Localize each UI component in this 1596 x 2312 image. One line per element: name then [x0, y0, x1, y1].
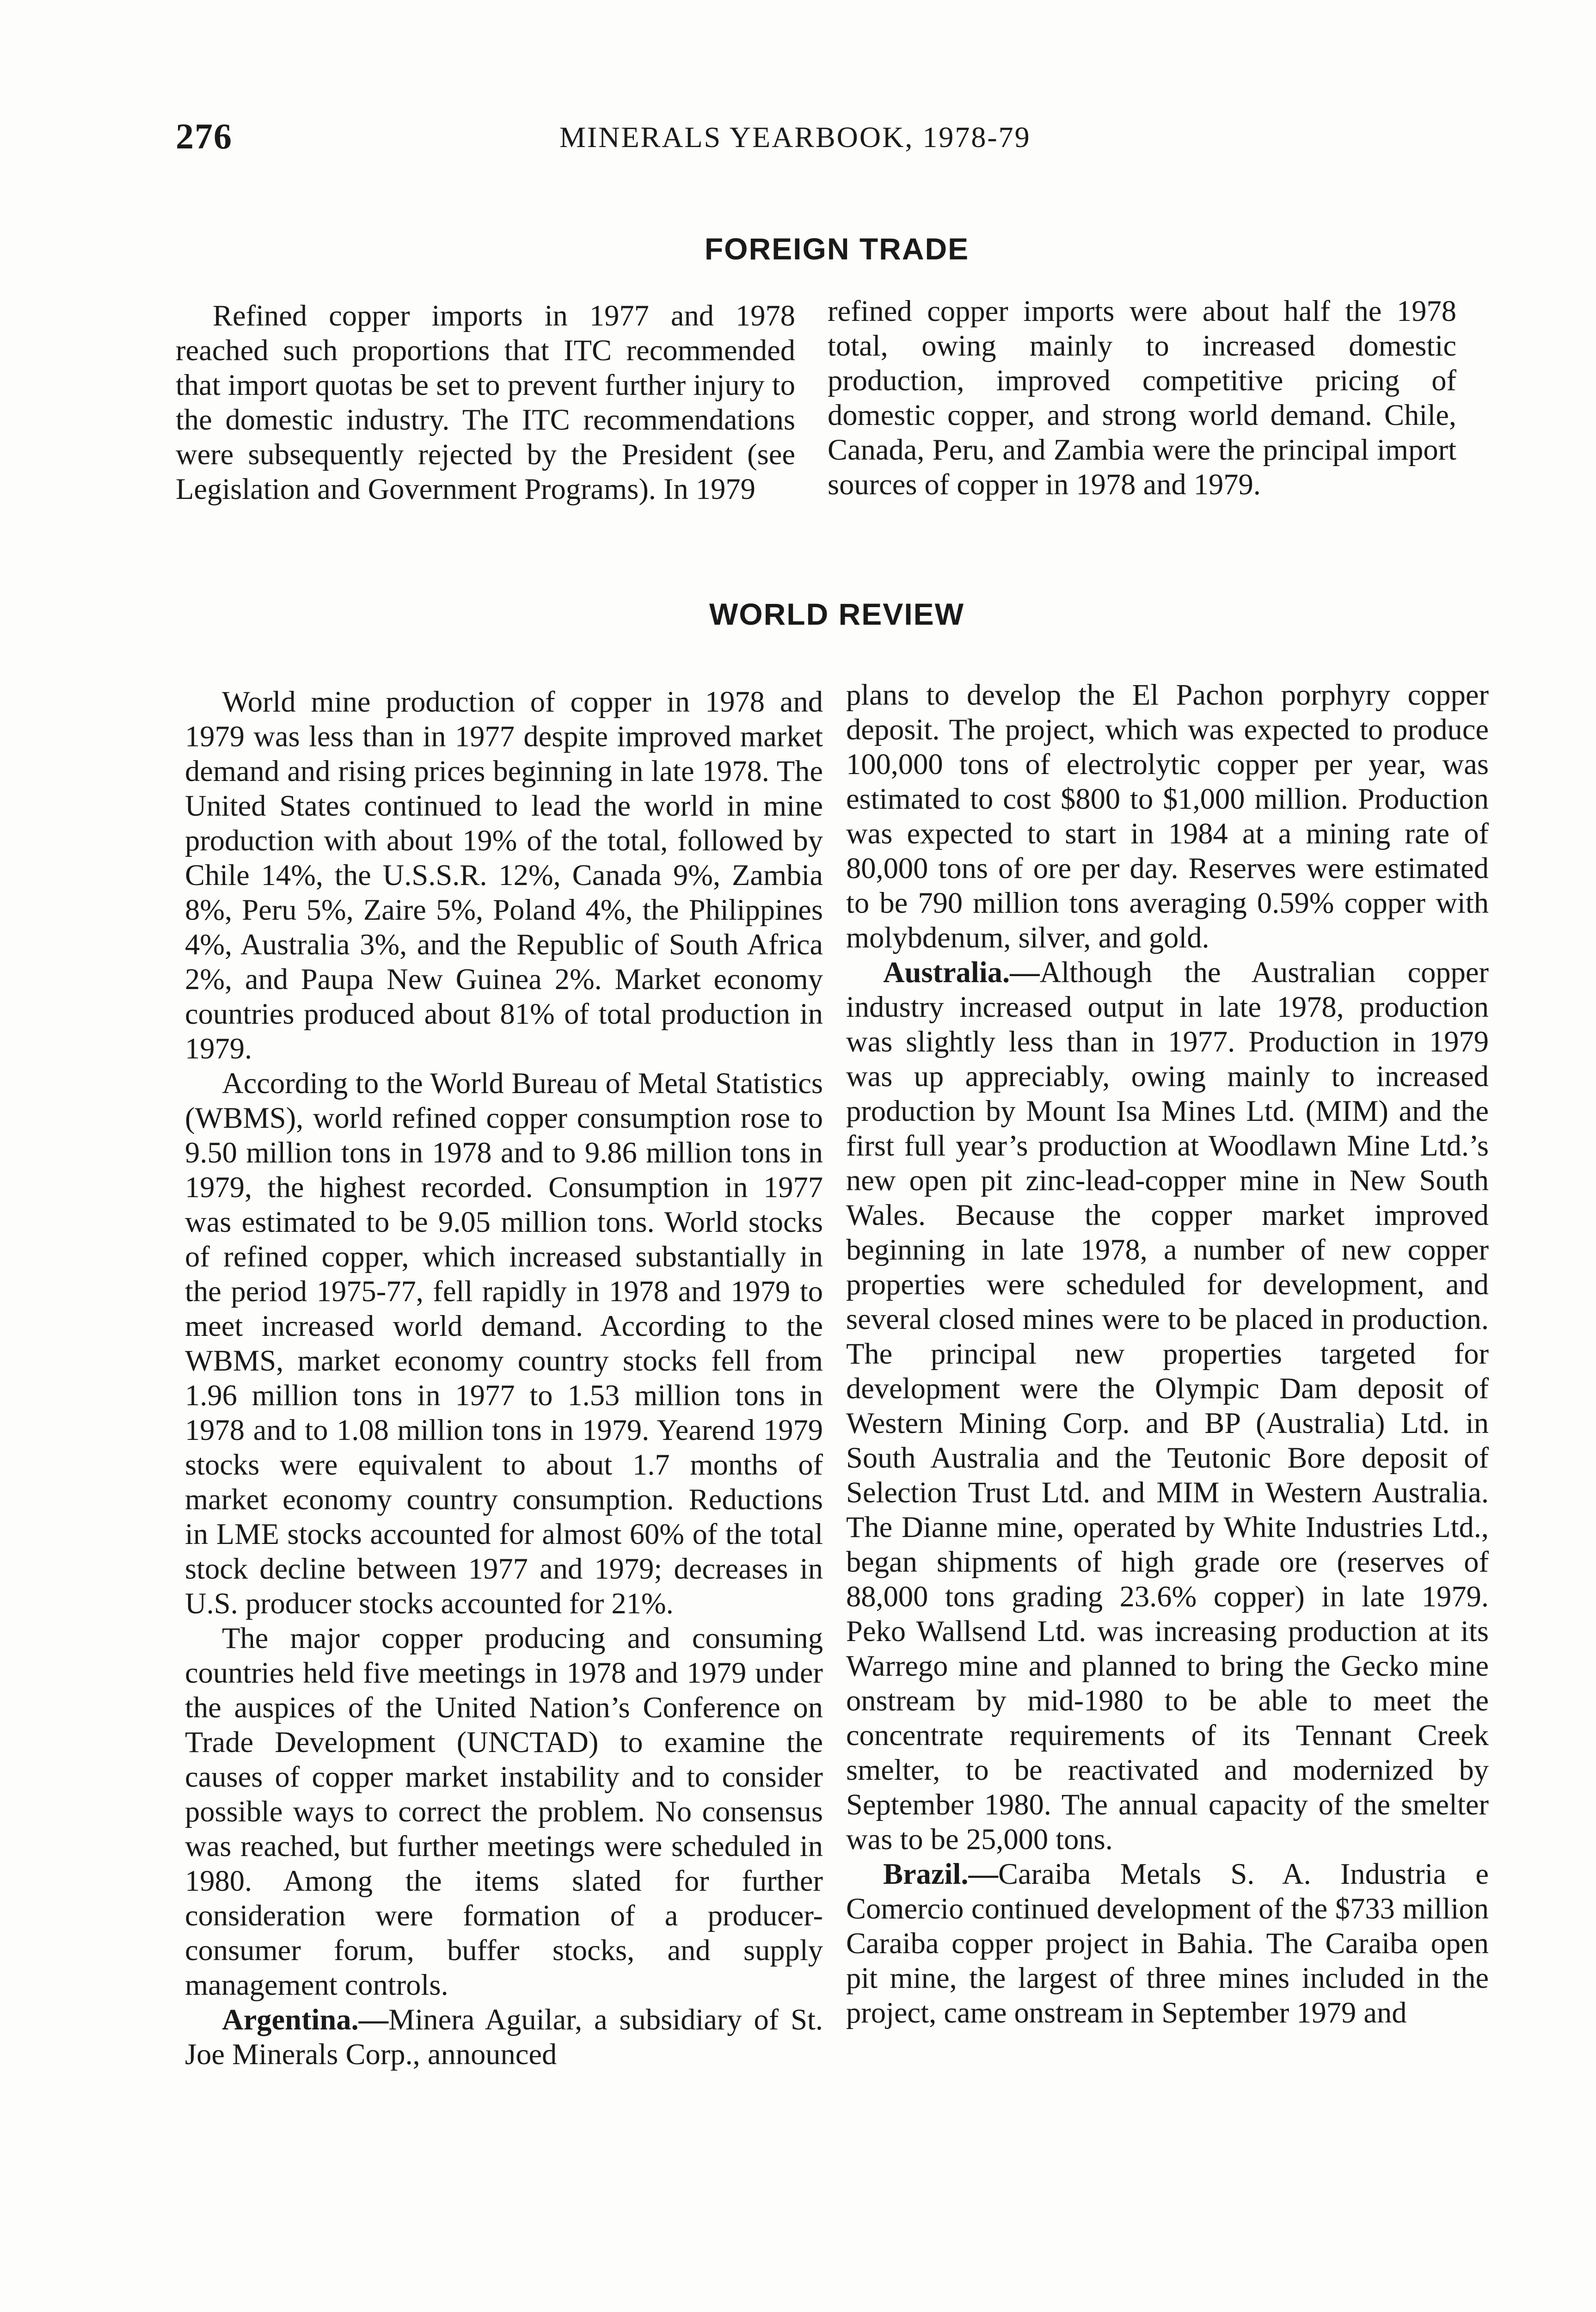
foreign-trade-paragraph: Refined copper imports in 1977 and 1978 reached such proportions that ITC recommended that import quotas be set to prevent further injury to the domestic industry. The ITC recommendations were subsequently rejected by the President (see Legislation and Government Programs). In 1979 [176, 299, 795, 505]
world-review-left-column [185, 684, 823, 2072]
brazil-lead: Brazil.— [883, 1857, 998, 1890]
brazil-paragraph [846, 1857, 1489, 2030]
section-heading-foreign-trade: FOREIGN TRADE [704, 232, 970, 266]
foreign-trade-right-column [828, 294, 1456, 502]
argentina-text: Minera Aguilar, a subsidiary of St. Joe Minerals Corp., announced [185, 2003, 823, 2071]
world-review-right-column [846, 677, 1489, 2030]
australia-text: Although the Australian copper industry increased output in late 1978, production was slightly less than in 1977. Production in 1979 was up appreciably, owing mainly to increased production by Mount Isa Mines Ltd. (MIM) and the first full year’s production at Woodlawn Mine Ltd.’s new open pit zinc-lead-copper mine in New South Wales. Because the copper market improved beginning in late 1978, a number of new copper properties were scheduled for development, and several closed mines were to be placed in production. The principal new properties targeted for development were the Olympic Dam deposit of Western Mining Corp. and BP (Australia) Ltd. in South Australia and the Teutonic Bore deposit of Selection Trust Ltd. and MIM in Western Australia. The Dianne mine, operated by White Industries Ltd., began shipments of high grade ore (reserves of 88,000 tons grading 23.6% copper) in late 1979. Peko Wallsend Ltd. was increasing production at its Warrego mine and planned to bring the Gecko mine onstream by mid-1980 to be able to meet the concentrate requirements of its Tennant Creek smelter, to be reactivated and modernized by September 1980. The annual capacity of the smelter was to be 25,000 tons. [846, 956, 1489, 1856]
section-heading-world-review: WORLD REVIEW [709, 597, 964, 631]
argentina-paragraph-continued: plans to develop the El Pachon porphyry copper deposit. The project, which was expected to produce 100,000 tons of electrolytic copper per year, was estimated to cost $800 to $1,000 million. Production was expected to start in 1984 at a mining rate of 80,000 tons of ore per day. Reserves were estimated to be 790 million tons averaging 0.59% copper with molybdenum, silver, and gold. [846, 678, 1489, 954]
foreign-trade-paragraph-continued: refined copper imports were about half the 1978 total, owing mainly to increased domestic production, improved competitive pricing of domestic copper, and strong world demand. Chile, Canada, Peru, and Zambia were the principal import sources of copper in 1978 and 1979. [828, 295, 1456, 501]
running-head [176, 116, 1516, 166]
australia-paragraph [846, 955, 1489, 1857]
publication-title: MINERALS YEARBOOK, 1978-79 [559, 121, 1031, 154]
world-review-paragraph: World mine production of copper in 1978 and 1979 was less than in 1977 despite improved market demand and rising prices beginning in late 1978. The United States continued to lead the world in mine production with about 19% of the total, followed by Chile 14%, the U.S.S.R. 12%, Canada 9%, Zambia 8%, Peru 5%, Zaire 5%, Poland 4%, the Philippines 4%, Australia 3%, and the Republic of South Africa 2%, and Paupa New Guinea 2%. Market economy countries produced about 81% of total production in 1979. [185, 685, 823, 1065]
brazil-text: Caraiba Metals S. A. Industria e Comercio continued development of the $733 million Caraiba copper project in Bahia. The Caraiba open pit mine, the largest of three mines included in the project, came onstream in September 1979 and [846, 1857, 1489, 2029]
world-review-paragraph: According to the World Bureau of Metal Statistics (WBMS), world refined copper consumption rose to 9.50 million tons in 1978 and to 9.86 million tons in 1979, the highest recorded. Consumption in 1977 was estimated to be 9.05 million tons. World stocks of refined copper, which increased substantially in the period 1975-77, fell rapidly in 1978 and 1979 to meet increased world demand. According to the WBMS, market economy country stocks fell from 1.96 million tons in 1977 to 1.53 million tons in 1978 and to 1.08 million tons in 1979. Yearend 1979 stocks were equivalent to about 1.7 months of market economy country consumption. Reductions in LME stocks accounted for almost 60% of the total stock decline between 1977 and 1979; decreases in U.S. producer stocks accounted for 21%. [185, 1067, 823, 1620]
foreign-trade-left-column [176, 298, 795, 506]
argentina-paragraph [185, 2002, 823, 2072]
argentina-lead: Argentina.— [222, 2003, 389, 2036]
page-number: 276 [176, 116, 233, 156]
australia-lead: Australia.— [883, 956, 1040, 989]
world-review-paragraph: The major copper producing and consuming countries held five meetings in 1978 and 1979 under the auspices of the United Nation’s Conference on Trade Development (UNCTAD) to examine the causes of copper market instability and to consider possible ways to correct the problem. No consensus was reached, but further meetings were scheduled in 1980. Among the items slated for further consideration were formation of a producer-consumer forum, buffer stocks, and supply management controls. [185, 1622, 823, 2001]
